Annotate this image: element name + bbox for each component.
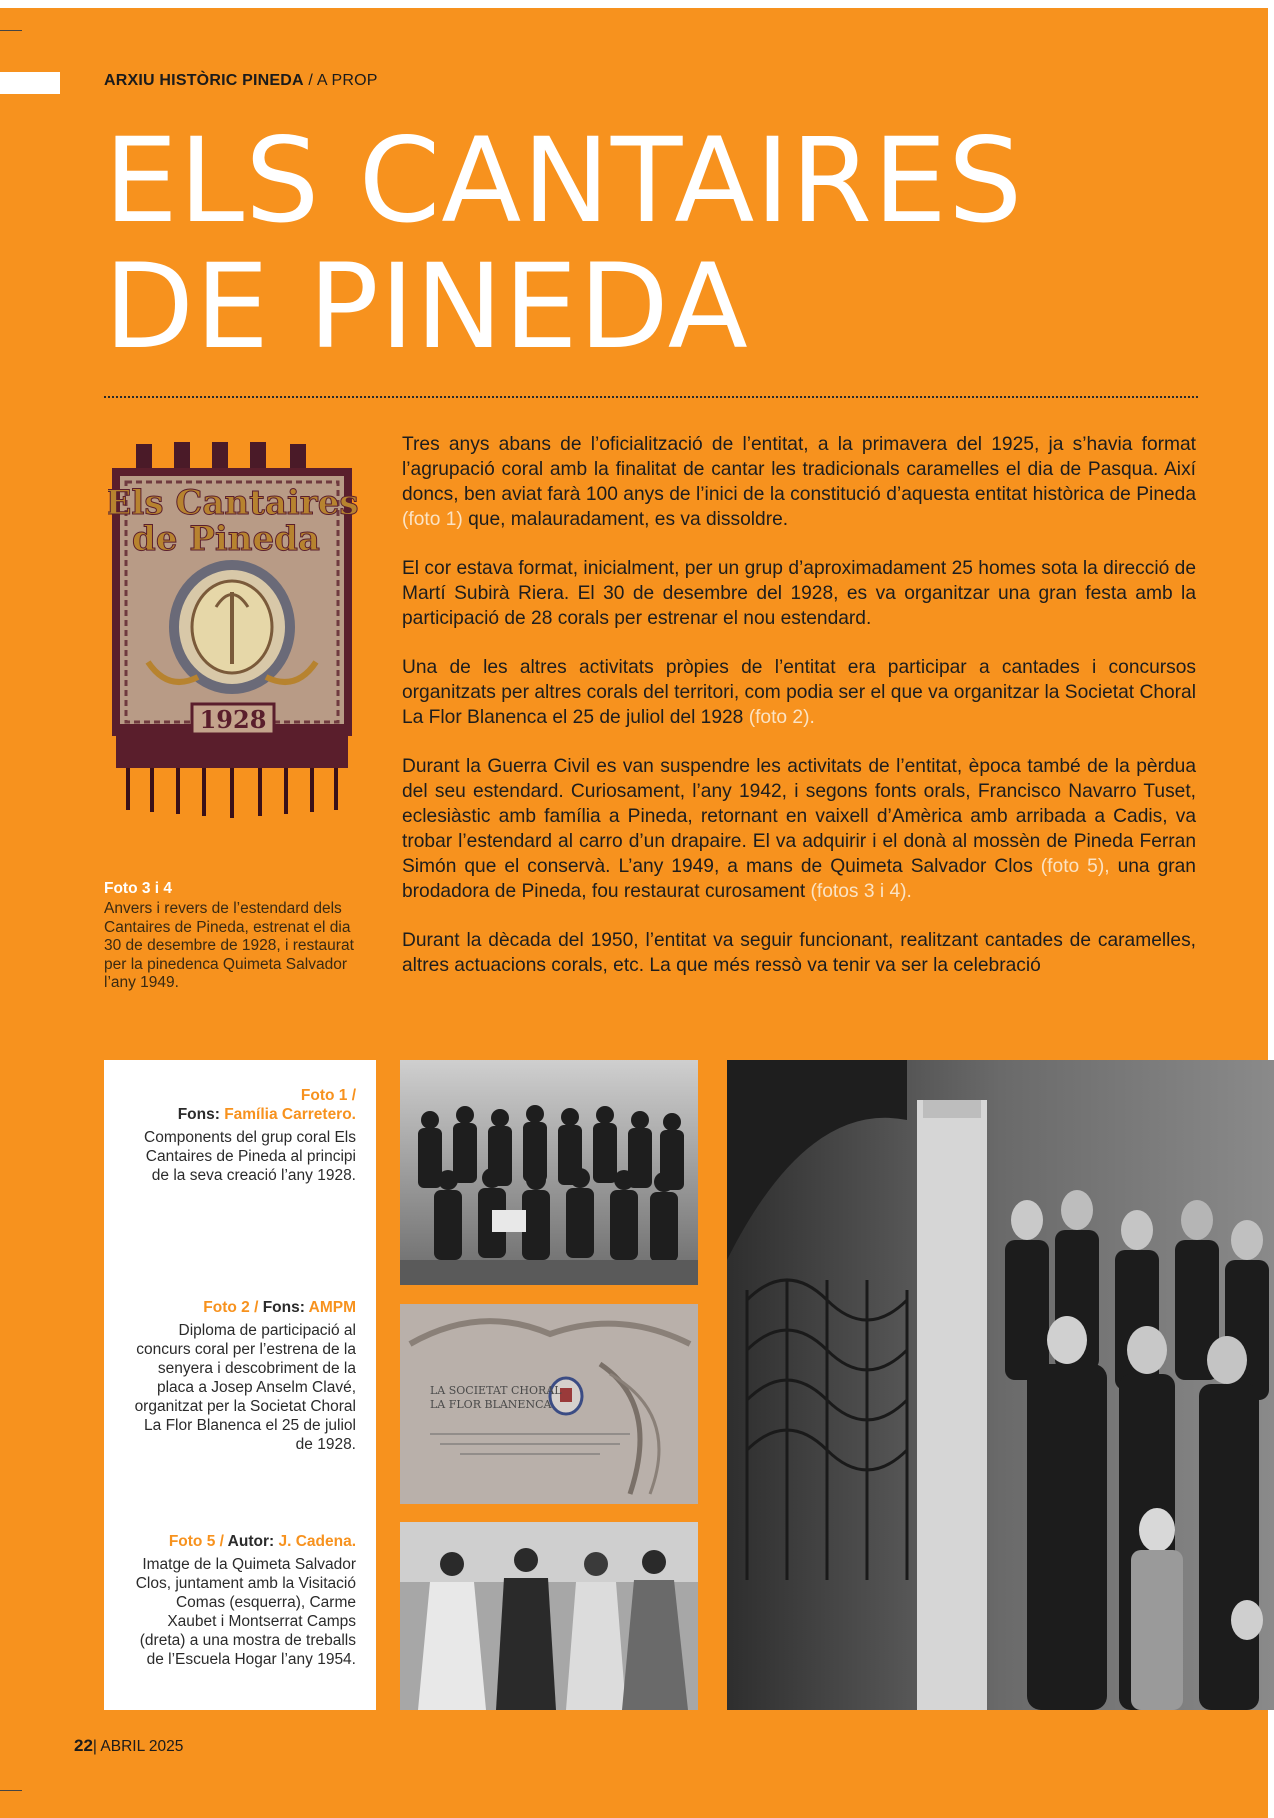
caption-label: Foto 2 /	[203, 1299, 263, 1316]
diploma-line-2: LA FLOR BLANENCA	[430, 1398, 552, 1411]
page-title	[104, 112, 1024, 375]
caption-description: Components del grup coral Els Cantaires de Pineda al principi de la seva creació l’any 1928.	[144, 1129, 356, 1184]
paragraph	[402, 432, 1196, 532]
caption-source-label: Fons:	[262, 1299, 309, 1316]
photo-reference: (foto 5),	[1040, 856, 1110, 877]
page-number: 22	[74, 1736, 93, 1755]
banner-caption	[104, 880, 366, 992]
caption-label: Foto 1 /	[300, 1087, 356, 1104]
banner-illustration	[108, 442, 358, 822]
diploma-line-1: LA SOCIETAT CHORAL	[430, 1384, 562, 1397]
text-run: Tres anys abans de l’oficialització de l’entitat, a la primavera del 1925, ja s’havia format l’agrupació coral amb la finalitat de cantar les tradicionals caramelles el dia de Pasqua. Així doncs, ben aviat farà 100 anys de l’inici de la constitució d’aquesta entitat històrica de Pineda	[402, 434, 1196, 505]
caption-panel	[104, 1060, 376, 1710]
section-label	[104, 72, 378, 90]
banner-caption-text: Anvers i revers de l’estendard dels Cantaires de Pineda, estrenat el dia 30 de desembre de 1928, i restaurat per la pinedenca Quimeta Salvador l’any 1949.	[104, 900, 354, 992]
banner-text-1: Els Cantaires	[108, 483, 358, 523]
caption-foto-5	[126, 1532, 356, 1669]
paragraph: Durant la dècada del 1950, l’entitat va seguir funcionant, realitzant cantades de caramelles, altres actuacions corals, etc. La que més ressò va tenir va ser la celebració	[402, 930, 1196, 976]
paragraph: El cor estava format, inicialment, per un grup d’aproximadament 25 homes sota la direcció de Martí Subirà Riera. El 30 de desembre del 1928, es va organitzar una gran festa amb la participació de 28 corals per estrenar el nou estendard.	[402, 558, 1196, 629]
text-run: que, malauradament, es va dissoldre.	[462, 509, 789, 530]
text-run: Una de les altres activitats pròpies de l’entitat era participar a cantades i concursos organitzats per altres corals del territori, com podia ser el que va organitzar la Societat Choral La Flor Blanenca el 25 de juliol del 1928	[402, 657, 1196, 728]
photo-reference: (foto 1)	[402, 509, 463, 530]
top-margin	[0, 0, 1274, 8]
section-name: ARXIU HISTÒRIC PINEDA	[104, 72, 304, 89]
title-line-1: ELS CANTAIRES	[104, 112, 1024, 249]
caption-author-label: Autor:	[227, 1533, 279, 1550]
paragraph	[402, 655, 1196, 730]
caption-foto-2	[126, 1298, 356, 1454]
dotted-divider	[104, 396, 1198, 398]
banner-caption-title: Foto 3 i 4	[104, 880, 173, 897]
page-footer: 22| ABRIL 2025	[74, 1736, 184, 1755]
banner-photo	[108, 442, 358, 822]
photo-choir-group-1928	[400, 1060, 698, 1285]
caption-source: J. Cadena.	[278, 1533, 356, 1550]
photo-reference: (foto 2).	[748, 707, 815, 728]
issue-date: ABRIL 2025	[96, 1738, 184, 1755]
text-run: una gran brodadora de Pineda, fou restaurat curosament	[402, 856, 1196, 902]
caption-description: Diploma de participació al concurs coral per l’estrena de la senyera i descobriment de la placa a Josep Anselm Clavé, organitzat per la Societat Choral La Flor Blanenca el 25 de juliol de 1928.	[134, 1322, 356, 1453]
article-body	[402, 432, 1196, 1002]
caption-label: Foto 5 /	[168, 1533, 228, 1550]
caption-source-label: Fons:	[177, 1106, 225, 1123]
section-subname: / A PROP	[303, 72, 378, 89]
caption-foto-1	[126, 1086, 356, 1185]
crop-mark	[0, 1790, 22, 1791]
crop-mark	[0, 30, 22, 31]
title-line-2: DE PINEDA	[104, 238, 749, 375]
photo-reference: (fotos 3 i 4).	[810, 881, 912, 902]
photo-quimeta-salvador-1954	[400, 1522, 698, 1710]
text-run: Durant la Guerra Civil es van suspendre les activitats de l’entitat, època també de la pèrdua del seu estendard. Curiosament, l’any 1942, i segons fonts orals, Francisco Navarro Tuset, eclesiàstic amb família a Pineda, retornant en vaixell d’Amèrica amb arribada a Cadis, va trobar l’estendard al carro d’un drapaire. El va adquirir i el donà al mossèn de Pineda Ferran Simón que el conservà. L’any 1949, a mans de Quimeta Salvador Clos	[402, 756, 1196, 877]
photo-diploma	[400, 1304, 698, 1504]
banner-year: 1928	[199, 705, 267, 734]
caption-source: AMPM	[308, 1299, 356, 1316]
section-bar	[0, 72, 60, 94]
caption-description: Imatge de la Quimeta Salvador Clos, juntament amb la Visitació Comas (esquerra), Carme Xaubet i Montserrat Camps (dreta) a una mostra de treballs de l’Escuela Hogar l’any 1954.	[135, 1556, 356, 1668]
photo-choir-group-1950s	[727, 1060, 1274, 1710]
paragraph	[402, 754, 1196, 904]
caption-source: Família Carretero.	[224, 1106, 356, 1123]
banner-text-2: de Pineda	[132, 519, 320, 559]
